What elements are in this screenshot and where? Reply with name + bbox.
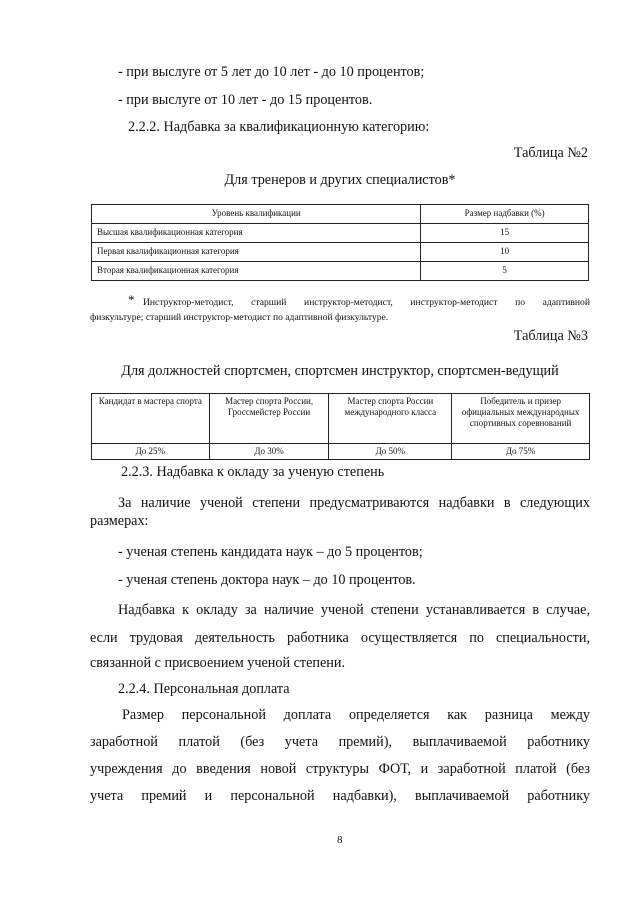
text-line: - при выслуге от 5 лет до 10 лет - до 10 процентов; bbox=[118, 64, 425, 80]
paragraph-line: размерах: bbox=[90, 513, 149, 529]
table-cell: До 30% bbox=[209, 444, 329, 460]
table-cell: 5 bbox=[421, 262, 589, 281]
table-header-cell: Размер надбавки (%) bbox=[421, 205, 589, 224]
table-cell: 15 bbox=[421, 224, 589, 243]
table-caption: Таблица №2 bbox=[513, 145, 588, 161]
paragraph-text: если трудовая деятельность работника осуществляется по специальности, bbox=[90, 630, 590, 646]
qualification-table bbox=[91, 204, 589, 281]
paragraph-line bbox=[122, 706, 590, 724]
table-cell: Первая квалификационная категория bbox=[92, 243, 421, 262]
table-header-cell: Кандидат в мастера спорта bbox=[92, 394, 210, 444]
table-header-cell: Мастер спорта России международного класса bbox=[329, 394, 452, 444]
paragraph-text: заработной платой (без учета премий), выплачиваемой работнику bbox=[90, 734, 590, 750]
footnote-star: * bbox=[128, 292, 135, 307]
paragraph-text: За наличие ученой степени предусматриваются надбавки в следующих bbox=[118, 495, 590, 511]
text-line: - при выслуге от 10 лет - до 15 процентов. bbox=[118, 92, 373, 108]
table-cell: Вторая квалификационная категория bbox=[92, 262, 421, 281]
paragraph-text: Размер персональной доплата определяется как разница между bbox=[122, 707, 590, 723]
table-caption: Таблица №3 bbox=[513, 328, 588, 344]
table-cell: До 50% bbox=[329, 444, 452, 460]
table-header-cell: Уровень квалификации bbox=[92, 205, 421, 224]
list-item: - ученая степень доктора наук – до 10 процентов. bbox=[118, 572, 416, 588]
paragraph-line bbox=[90, 787, 590, 805]
paragraph-line bbox=[90, 629, 590, 647]
paragraph-line bbox=[90, 760, 590, 778]
paragraph-line bbox=[90, 733, 590, 751]
sports-rank-table bbox=[91, 393, 590, 460]
table-cell: До 75% bbox=[452, 444, 590, 460]
paragraph-line bbox=[118, 494, 590, 512]
footnote-text: Инструктор-методист, старший инструктор-методист, инструктор-методист по адаптивной bbox=[143, 297, 590, 308]
footnote-line: физкультуре; старший инструктор-методист по адаптивной физкультуре. bbox=[90, 312, 389, 323]
table-header-cell: Мастер спорта России, Гроссмейстер России bbox=[209, 394, 329, 444]
section-heading: 2.2.4. Персональная доплата bbox=[118, 681, 290, 697]
paragraph-text: учета премий и персональной надбавки), выплачиваемой работнику bbox=[90, 788, 590, 804]
table-cell: До 25% bbox=[92, 444, 210, 460]
table-cell: 10 bbox=[421, 243, 589, 262]
list-item: - ученая степень кандидата наук – до 5 процентов; bbox=[118, 544, 423, 560]
paragraph-text: учреждения до введения новой структуры ФОТ, и заработной платой (без bbox=[90, 761, 590, 777]
section-heading: 2.2.3. Надбавка к окладу за ученую степень bbox=[121, 464, 385, 480]
section-heading: 2.2.2. Надбавка за квалификационную категорию: bbox=[128, 119, 430, 135]
table-cell: Высшая квалификационная категория bbox=[92, 224, 421, 243]
page-number: 8 bbox=[337, 834, 343, 846]
table-heading: Для должностей спортсмен, спортсмен инструктор, спортсмен-ведущий bbox=[121, 363, 559, 379]
footnote-line bbox=[143, 296, 590, 310]
table-heading: Для тренеров и других специалистов* bbox=[224, 172, 456, 188]
paragraph-line: связанной с присвоением ученой степени. bbox=[90, 655, 346, 671]
paragraph-line bbox=[118, 601, 590, 619]
table-header-cell: Победитель и призер официальных международных спортивных соревнований bbox=[452, 394, 590, 444]
paragraph-text: Надбавка к окладу за наличие ученой степени устанавливается в случае, bbox=[118, 602, 590, 618]
